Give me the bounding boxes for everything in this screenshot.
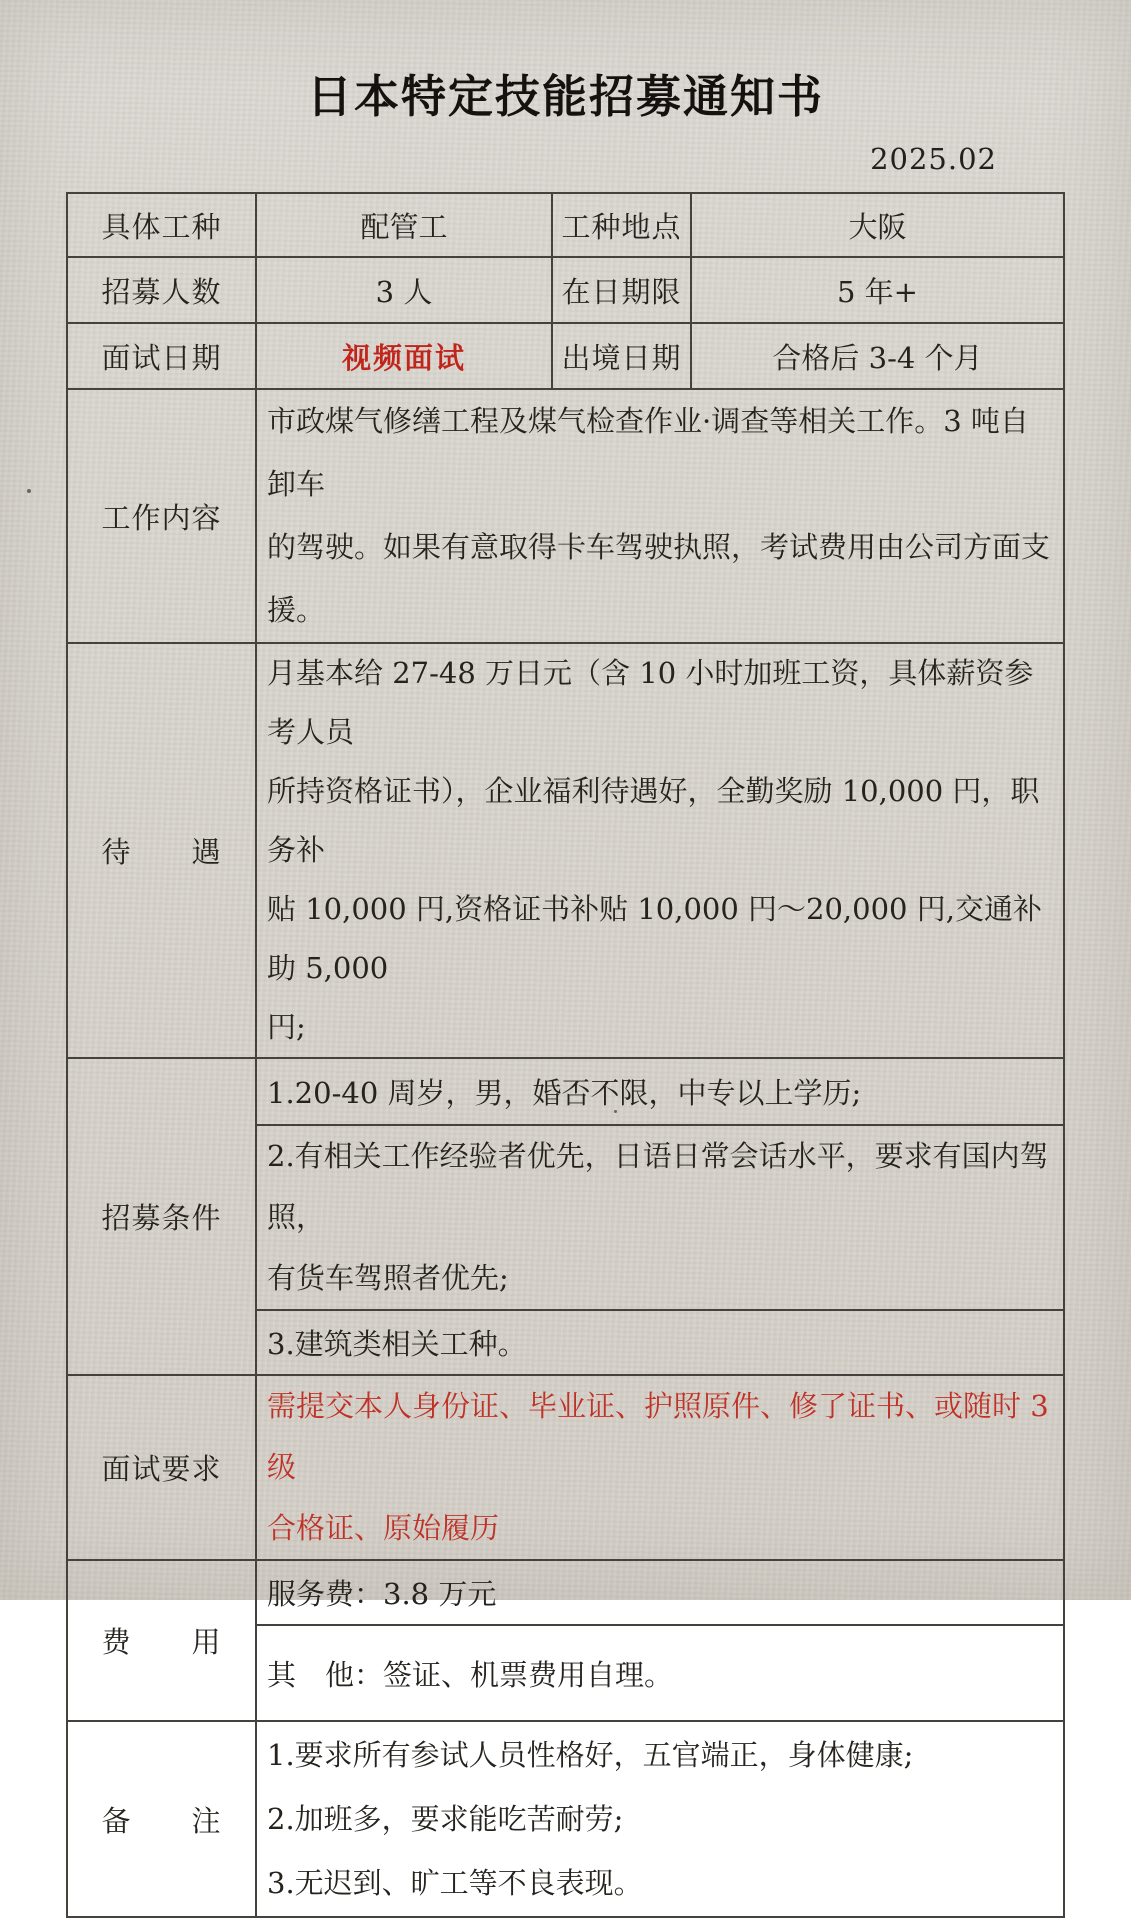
treatment-value (256, 643, 1064, 1058)
recruitment-table (66, 192, 1065, 1918)
text-line: 1.要求所有参试人员性格好，五官端正，身体健康; (267, 1738, 914, 1772)
departure-date-label: 出境日期 (552, 323, 691, 389)
stay-period-value: 5 年+ (691, 257, 1064, 323)
work-location-value: 大阪 (691, 193, 1064, 257)
table-row (67, 1375, 1064, 1560)
table-row (67, 193, 1064, 257)
departure-date-value: 合格后 3-4 个月 (691, 323, 1064, 389)
job-content-label: 工作内容 (67, 389, 256, 643)
interview-requirements-label: 面试要求 (67, 1375, 256, 1560)
text-line: 所持资格证书），企业福利待遇好，全勤奖励 10,000 円，职务补 (267, 774, 1040, 867)
fees-other: 其 他：签证、机票费用自理。 (256, 1625, 1064, 1721)
requirement-item-3: 3.建筑类相关工种。 (256, 1310, 1064, 1375)
text-line: 円; (267, 1010, 306, 1044)
text-line: 2.加班多，要求能吃苦耐劳; (267, 1802, 624, 1836)
requirement-item-1: 1.20-40 周岁，男，婚否不限，中专以上学历; (256, 1058, 1064, 1125)
work-location-label: 工种地点 (552, 193, 691, 257)
paper-speck (27, 489, 31, 493)
notes-label: 备 注 (67, 1721, 256, 1917)
stay-period-label: 在日期限 (552, 257, 691, 323)
text-line: 的驾驶。如果有意取得卡车驾驶执照，考试费用由公司方面支援。 (267, 530, 1051, 627)
table-row (67, 643, 1064, 1058)
text-line: 贴 10,000 円,资格证书补贴 10,000 円～20,000 円,交通补助 5,000 (267, 892, 1042, 985)
paper-speck (614, 1110, 617, 1113)
text-line: 市政煤气修缮工程及煤气检查作业·调查等相关工作。3 吨自卸车 (267, 404, 1029, 501)
doc-date: 2025.02 (870, 142, 997, 176)
requirements-label: 招募条件 (67, 1058, 256, 1375)
fees-label: 费 用 (67, 1560, 256, 1721)
text-line: 月基本给 27-48 万日元（含 10 小时加班工资，具体薪资参考人员 (267, 656, 1034, 749)
notes-value (256, 1721, 1064, 1917)
interview-date-value: 视频面试 (256, 323, 552, 389)
table-row (67, 1058, 1064, 1125)
table-row (67, 1560, 1064, 1625)
table-row (67, 323, 1064, 389)
interview-date-label: 面试日期 (67, 323, 256, 389)
fees-service: 服务费：3.8 万元 (256, 1560, 1064, 1625)
treatment-label: 待 遇 (67, 643, 256, 1058)
text-line: 需提交本人身份证、毕业证、护照原件、修了证书、或随时 3 级 (267, 1389, 1049, 1484)
table-row (67, 257, 1064, 323)
job-type-label: 具体工种 (67, 193, 256, 257)
page-title: 日本特定技能招募通知书 (306, 70, 824, 123)
job-content-value (256, 389, 1064, 643)
requirement-item-2 (256, 1125, 1064, 1310)
text-line: 有货车驾照者优先; (267, 1261, 509, 1295)
table-row (67, 1721, 1064, 1917)
interview-requirements-value (256, 1375, 1064, 1560)
text-line: 3.无迟到、旷工等不良表现。 (267, 1866, 643, 1900)
job-type-value: 配管工 (256, 193, 552, 257)
table-row (67, 389, 1064, 643)
text-line: 2.有相关工作经验者优先，日语日常会话水平，要求有国内驾照， (267, 1139, 1049, 1234)
headcount-value: 3 人 (256, 257, 552, 323)
text-line: 合格证、原始履历 (267, 1511, 500, 1545)
headcount-label: 招募人数 (67, 257, 256, 323)
